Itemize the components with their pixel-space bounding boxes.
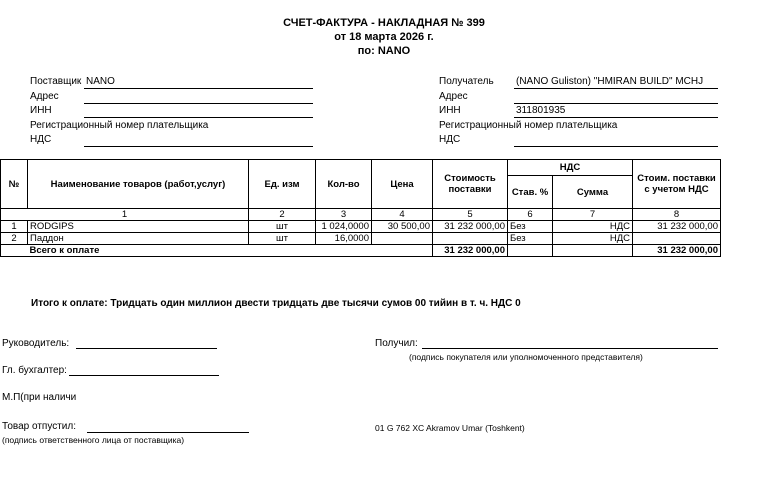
accountant-label: Гл. бухгалтер: (2, 365, 67, 376)
header-no: № (1, 160, 28, 209)
receiver-address-label: Адрес (439, 91, 468, 102)
receiver-name: (NANO Guliston) "HMIRAN BUILD" MCHJ (516, 76, 704, 87)
row-qty: 16,0000 (316, 233, 372, 245)
header-qty: Кол-во (316, 160, 372, 209)
header-vat: НДС (508, 160, 633, 176)
supplier-reg-label: Регистрационный номер плательщика (30, 120, 209, 131)
supplier-inn-label: ИНН (30, 105, 52, 116)
row-vat-rate: Без (508, 221, 553, 233)
total-row (1, 245, 721, 257)
column-number: 4 (372, 209, 433, 221)
document-date: от 18 марта 2026 г. (334, 31, 434, 43)
header-vat-sum: Сумма (553, 176, 633, 209)
receiver-inn-label: ИНН (439, 105, 461, 116)
row-unit: шт (249, 233, 316, 245)
supplier-label: Поставщик (30, 76, 82, 87)
receiver-address-line (514, 103, 718, 104)
total-label: Всего к оплате (28, 245, 433, 257)
row-name: Паддон (28, 233, 249, 245)
receiver-reg-label: Регистрационный номер плательщика (439, 120, 618, 131)
director-signature-line (76, 348, 217, 349)
header-vat-rate: Став. % (508, 176, 553, 209)
vehicle-driver-info: 01 G 762 XC Akramov Umar (Toshkent) (375, 423, 525, 433)
header-price: Цена (372, 160, 433, 209)
row-vat-rate: Без (508, 233, 553, 245)
row-vat-sum: НДС (553, 233, 633, 245)
received-note: (подпись покупателя или уполномоченного представителя) (409, 352, 643, 362)
column-number: 6 (508, 209, 553, 221)
column-number: 2 (249, 209, 316, 221)
row-price: 30 500,00 (372, 221, 433, 233)
document-title: СЧЕТ-ФАКТУРА - НАКЛАДНАЯ № 399 (283, 17, 485, 29)
items-table (0, 159, 721, 257)
header-cost: Стоимость поставки (433, 160, 508, 209)
column-number: 5 (433, 209, 508, 221)
header-total: Стоим. поставки с учетом НДС (633, 160, 721, 209)
row-qty: 1 024,0000 (316, 221, 372, 233)
released-label: Товар отпустил: (2, 421, 76, 432)
released-signature-line (87, 432, 249, 433)
receiver-inn-line (514, 117, 718, 118)
supplier-name-line (84, 88, 313, 89)
row-unit: шт (249, 221, 316, 233)
column-numbers-row (1, 209, 721, 221)
receiver-vat-line (514, 146, 718, 147)
row-cost: 31 232 000,00 (433, 221, 508, 233)
header-name: Наименование товаров (работ,услуг) (28, 160, 249, 209)
row-total: 31 232 000,00 (633, 221, 721, 233)
supplier-inn-line (84, 117, 313, 118)
row-name: RODGIPS (28, 221, 249, 233)
receiver-inn-value: 311801935 (516, 105, 566, 116)
column-number: 7 (553, 209, 633, 221)
received-signature-line (422, 348, 718, 349)
received-label: Получил: (375, 338, 418, 349)
row-price (372, 233, 433, 245)
receiver-name-line (514, 88, 718, 89)
stamp-label: М.П(при наличи (2, 392, 77, 403)
table-row (1, 221, 721, 233)
receiver-vat-label: НДС (439, 134, 461, 145)
total-cost: 31 232 000,00 (433, 245, 508, 257)
column-number: 8 (633, 209, 721, 221)
total-with-vat: 31 232 000,00 (633, 245, 721, 257)
supplier-vat-label: НДС (30, 134, 52, 145)
row-no: 2 (1, 233, 28, 245)
row-no: 1 (1, 221, 28, 233)
column-number: 3 (316, 209, 372, 221)
row-cost (433, 233, 508, 245)
supplier-address-label: Адрес (30, 91, 59, 102)
column-number: 1 (1, 209, 249, 221)
director-label: Руководитель: (2, 338, 70, 349)
summary-text: Итого к оплате: Тридцать один миллион двести тридцать две тысячи сумов 00 тийин в т. ч. НДС 0 (31, 298, 521, 309)
row-vat-sum: НДС (553, 221, 633, 233)
table-row (1, 233, 721, 245)
receiver-label: Получатель (439, 76, 494, 87)
supplier-name: NANO (86, 76, 115, 87)
released-note: (подпись ответственного лица от поставщика) (2, 435, 185, 445)
header-unit: Ед. изм (249, 160, 316, 209)
document-recipient-short: по: NANO (357, 45, 411, 57)
accountant-signature-line (69, 375, 219, 376)
supplier-vat-line (84, 146, 313, 147)
supplier-address-line (84, 103, 313, 104)
row-total (633, 233, 721, 245)
